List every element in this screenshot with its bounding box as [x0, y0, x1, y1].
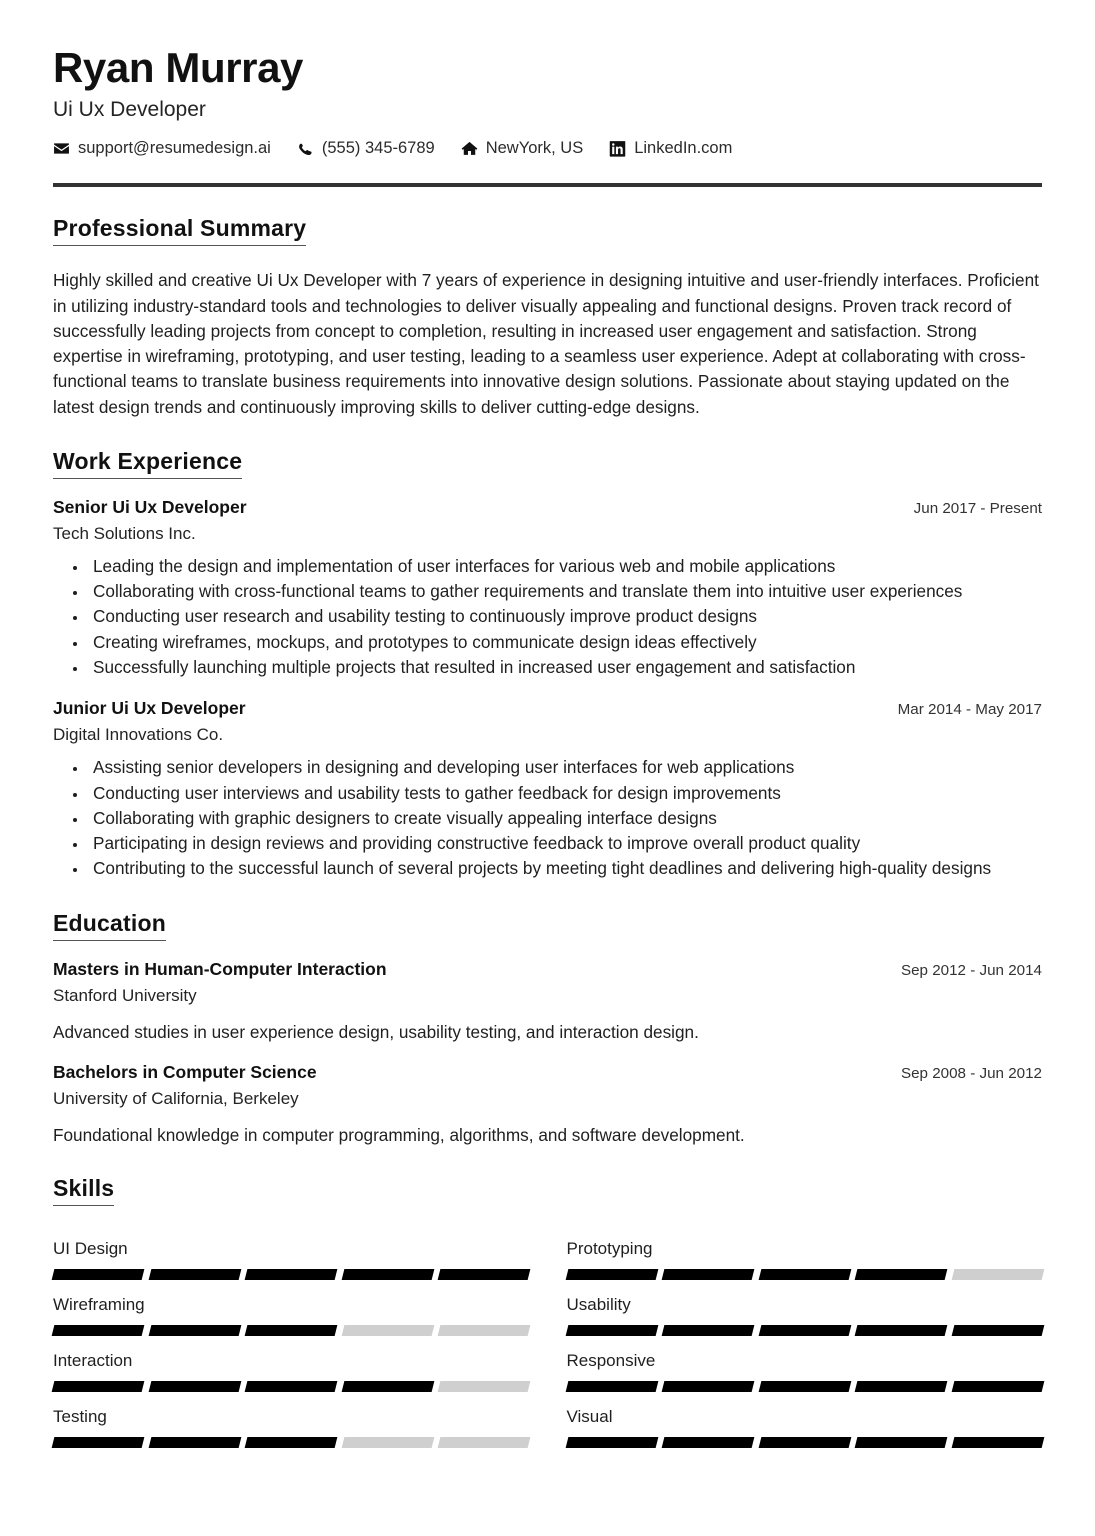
- contact-row: [53, 139, 1042, 158]
- skill-level-segment: [565, 1325, 657, 1336]
- skill-item: [567, 1336, 1043, 1392]
- skill-level-segment: [341, 1325, 433, 1336]
- skill-level-segment: [565, 1437, 657, 1448]
- resume-header: [53, 0, 1042, 187]
- skill-name: Usability: [566, 1294, 631, 1314]
- skill-level-segment: [662, 1381, 754, 1392]
- linkedin-icon: [609, 140, 626, 157]
- phone-icon: [297, 140, 314, 157]
- skill-level-segment: [855, 1437, 947, 1448]
- education-entry-date: Sep 2012 - Jun 2014: [900, 961, 1042, 979]
- header-divider: [53, 183, 1042, 187]
- section-skills: [53, 1175, 1042, 1448]
- skill-level-segment: [245, 1269, 337, 1280]
- skill-level-segment: [148, 1381, 240, 1392]
- skill-item: [567, 1392, 1043, 1448]
- skill-name: Prototyping: [566, 1238, 653, 1258]
- work-entry: [53, 698, 1042, 881]
- skill-name: UI Design: [53, 1238, 128, 1258]
- skill-level-segment: [148, 1325, 240, 1336]
- skill-level-segment: [341, 1381, 433, 1392]
- summary-paragraph: Highly skilled and creative Ui Ux Developer with 7 years of experience in designing intuitive and user-friendly interfaces. Proficient in utilizing industry-standard tools and technologies to deliver visually appealing and functional designs. Proven track record of successfully leading projects from concept to completion, resulting in increased user engagement and satisfaction. Strong expertise in wireframing, prototyping, and user testing, leading to a seamless user experience. Adept at collaborating with cross-functional teams to translate business requirements into innovative design solutions. Passionate about staying updated on the latest design trends and continuously improving skills to deliver cutting-edge designs.: [53, 270, 1039, 417]
- skill-level-segment: [662, 1437, 754, 1448]
- skill-level-bar: [53, 1381, 529, 1392]
- contact-email[interactable]: [53, 139, 271, 158]
- contact-email-label: support@resumedesign.ai: [78, 139, 271, 158]
- work-entry-head: [53, 497, 1042, 519]
- section-title-summary: Professional Summary: [53, 215, 306, 246]
- list-item: • Creating wireframes, mockups, and prototypes to communicate design ideas effectively: [88, 630, 1042, 655]
- contact-phone[interactable]: [297, 139, 435, 158]
- skill-level-segment: [438, 1381, 530, 1392]
- work-entry: [53, 497, 1042, 680]
- work-entry-title: Senior Ui Ux Developer: [53, 496, 247, 517]
- section-title-skills: Skills: [53, 1175, 114, 1206]
- skill-level-segment: [855, 1325, 947, 1336]
- skill-level-bar: [53, 1269, 529, 1280]
- skill-item: [53, 1336, 529, 1392]
- education-entry-head: [53, 1062, 1042, 1084]
- skill-level-bar: [567, 1269, 1043, 1280]
- skill-level-segment: [951, 1269, 1043, 1280]
- skill-level-segment: [758, 1381, 850, 1392]
- education-entry: [53, 1062, 1042, 1147]
- skill-level-segment: [662, 1325, 754, 1336]
- candidate-name: Ryan Murray: [53, 44, 304, 91]
- skills-grid: [53, 1224, 1042, 1448]
- skill-level-segment: [438, 1269, 530, 1280]
- section-education: [53, 910, 1042, 1147]
- list-item: • Assisting senior developers in designing and developing user interfaces for web applications: [88, 755, 1042, 780]
- contact-phone-label: (555) 345-6789: [321, 139, 435, 158]
- skill-level-segment: [951, 1381, 1043, 1392]
- contact-location-label: NewYork, US: [485, 139, 584, 158]
- skill-level-segment: [951, 1325, 1043, 1336]
- skill-level-segment: [341, 1437, 433, 1448]
- skill-level-segment: [662, 1269, 754, 1280]
- list-item: • Participating in design reviews and providing constructive feedback to improve overall product quality: [88, 831, 1042, 856]
- list-item: • Leading the design and implementation of user interfaces for various web and mobile applications: [88, 554, 1042, 579]
- skill-level-bar: [567, 1381, 1043, 1392]
- skill-level-segment: [245, 1437, 337, 1448]
- skill-name: Interaction: [53, 1350, 133, 1370]
- work-entry-head: [53, 698, 1042, 720]
- skill-name: Wireframing: [53, 1294, 145, 1314]
- skill-level-segment: [341, 1269, 433, 1280]
- education-entry-desc: Foundational knowledge in computer programming, algorithms, and software development.: [53, 1124, 745, 1145]
- list-item: • Conducting user research and usability testing to continuously improve product designs: [88, 604, 1042, 629]
- skill-name: Responsive: [566, 1350, 656, 1370]
- work-entry-org: Digital Innovations Co.: [53, 725, 224, 745]
- contact-linkedin-label: LinkedIn.com: [634, 139, 733, 158]
- skill-level-segment: [148, 1437, 240, 1448]
- skill-level-segment: [438, 1325, 530, 1336]
- work-entry-bullets: [53, 554, 1042, 680]
- skill-level-segment: [52, 1437, 144, 1448]
- work-entry-date: Jun 2017 - Present: [913, 499, 1042, 517]
- skill-level-segment: [565, 1381, 657, 1392]
- skill-level-bar: [53, 1325, 529, 1336]
- work-entry-bullets: [53, 755, 1042, 881]
- contact-linkedin[interactable]: [609, 139, 732, 158]
- skill-level-segment: [758, 1325, 850, 1336]
- education-entry-date: Sep 2008 - Jun 2012: [900, 1064, 1042, 1082]
- skill-level-bar: [53, 1437, 529, 1448]
- skill-level-segment: [758, 1437, 850, 1448]
- skill-level-segment: [758, 1269, 850, 1280]
- list-item: • Successfully launching multiple projects that resulted in increased user engagement and satisfaction: [88, 655, 1042, 680]
- work-entry-org: Tech Solutions Inc.: [53, 523, 196, 543]
- home-icon: [461, 140, 478, 157]
- work-entry-date: Mar 2014 - May 2017: [897, 701, 1042, 719]
- education-entry-desc: Advanced studies in user experience design, usability testing, and interaction design.: [53, 1021, 699, 1042]
- education-entry-org: University of California, Berkeley: [53, 1088, 299, 1108]
- section-work-experience: [53, 448, 1042, 882]
- skill-item: [53, 1392, 529, 1448]
- skill-item: [53, 1280, 529, 1336]
- contact-location[interactable]: [461, 139, 584, 158]
- skill-level-bar: [567, 1325, 1043, 1336]
- candidate-job-title: Ui Ux Developer: [53, 98, 206, 122]
- skill-level-segment: [52, 1325, 144, 1336]
- education-entry-title: Masters in Human-Computer Interaction: [53, 958, 387, 979]
- skill-item: [53, 1224, 529, 1280]
- skill-level-segment: [245, 1381, 337, 1392]
- skill-level-segment: [855, 1381, 947, 1392]
- skill-level-bar: [567, 1437, 1043, 1448]
- skill-name: Testing: [53, 1407, 107, 1427]
- work-entry-title: Junior Ui Ux Developer: [53, 698, 246, 719]
- skill-item: [567, 1280, 1043, 1336]
- education-entry-head: [53, 959, 1042, 981]
- section-professional-summary: [53, 215, 1042, 420]
- skill-level-segment: [565, 1269, 657, 1280]
- skill-level-segment: [438, 1437, 530, 1448]
- skill-item: [567, 1224, 1043, 1280]
- skill-level-segment: [52, 1269, 144, 1280]
- skill-level-segment: [951, 1437, 1043, 1448]
- education-entry: [53, 959, 1042, 1044]
- education-entry-org: Stanford University: [53, 985, 197, 1005]
- section-title-education: Education: [53, 910, 166, 941]
- envelope-icon: [53, 140, 70, 157]
- education-entry-title: Bachelors in Computer Science: [53, 1061, 317, 1082]
- skill-level-segment: [245, 1325, 337, 1336]
- list-item: • Collaborating with cross-functional teams to gather requirements and translate them into intuitive user experiences: [88, 579, 1042, 604]
- skill-level-segment: [855, 1269, 947, 1280]
- section-title-work: Work Experience: [53, 448, 242, 479]
- list-item: • Conducting user interviews and usability tests to gather feedback for design improvements: [88, 781, 1042, 806]
- list-item: • Contributing to the successful launch of several projects by meeting tight deadlines and delivering high-quality designs: [88, 856, 1042, 881]
- list-item: • Collaborating with graphic designers to create visually appealing interface designs: [88, 806, 1042, 831]
- skill-name: Visual: [566, 1407, 613, 1427]
- skill-level-segment: [148, 1269, 240, 1280]
- skill-level-segment: [52, 1381, 144, 1392]
